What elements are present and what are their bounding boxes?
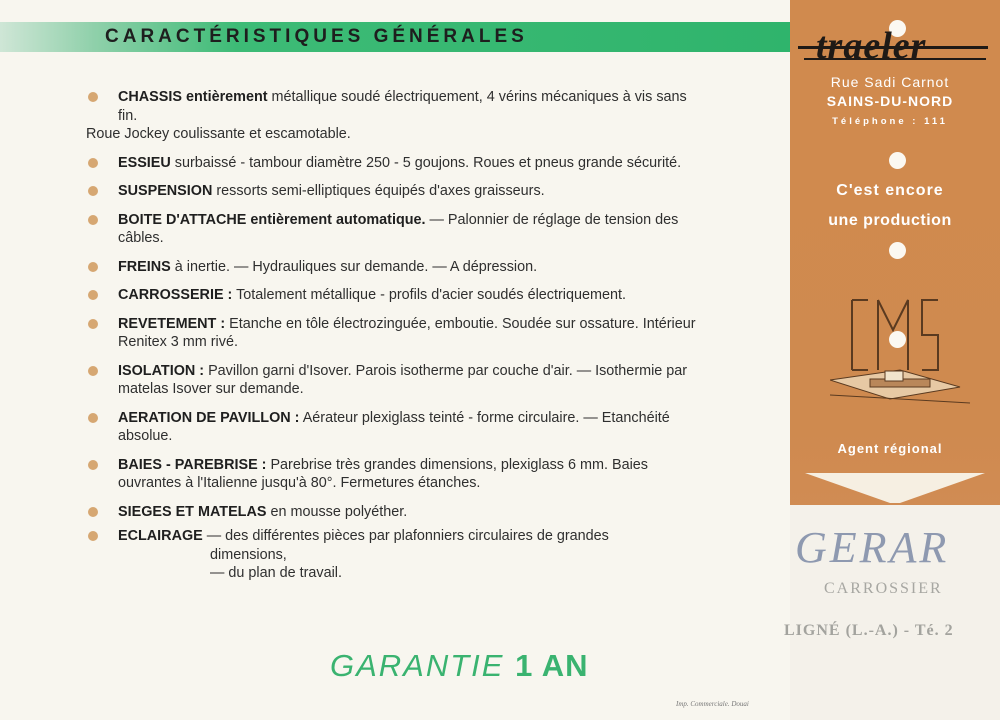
cms-logo-illustration bbox=[830, 275, 980, 425]
item-heading: SUSPENSION bbox=[118, 183, 213, 199]
dealer-stamp-name: GERAR bbox=[795, 523, 950, 572]
item-heading: ECLAIRAGE bbox=[118, 528, 203, 544]
bullet-dot bbox=[88, 186, 98, 196]
guarantee-word: GARANTIE bbox=[330, 648, 505, 683]
page-title: CARACTÉRISTIQUES GÉNÉRALES bbox=[105, 26, 528, 47]
item-text: — du plan de travail. bbox=[210, 565, 342, 581]
item-heading: CARROSSERIE : bbox=[118, 287, 233, 303]
item-heading: CHASSIS bbox=[118, 89, 182, 105]
list-item-essieu bbox=[86, 154, 696, 173]
list-item-boite-attache bbox=[86, 211, 696, 248]
list-item-revetement bbox=[86, 315, 696, 352]
brand-logo bbox=[798, 24, 990, 66]
printer-credit: Imp. Commerciale. Douai bbox=[676, 700, 749, 708]
list-item-freins bbox=[86, 258, 696, 277]
item-heading: AERATION DE PAVILLON : bbox=[118, 409, 300, 426]
bullet-dot bbox=[88, 215, 98, 225]
item-text: à inertie. — Hydrauliques sur demande. — A dépression. bbox=[170, 258, 538, 275]
item-text: ressorts semi-elliptiques équipés d'axes graisseurs. bbox=[212, 183, 545, 199]
item-heading: REVETEMENT : bbox=[118, 315, 226, 332]
dealer-stamp-trade: CARROSSIER bbox=[824, 580, 943, 597]
list-item-eclairage bbox=[86, 527, 696, 583]
item-text: Etanche en tôle électrozinguée, emboutie. Soudée sur ossature. Intérieur Renitex 3 mm rivé. bbox=[118, 315, 696, 350]
item-heading: FREINS bbox=[118, 258, 171, 275]
dealer-stamp-place: LIGNÉ (L.-A.) - Té. 2 bbox=[784, 622, 954, 639]
item-text: Aérateur plexiglass teinté - forme circulaire. — Etanchéité absolue. bbox=[118, 409, 670, 444]
regional-agent-label: Agent régional bbox=[837, 441, 943, 456]
characteristics-list bbox=[86, 88, 696, 583]
list-item-baies bbox=[86, 456, 696, 493]
bullet-dot bbox=[88, 413, 98, 423]
list-item-carrosserie bbox=[86, 286, 696, 305]
perforation-hole bbox=[889, 152, 906, 169]
production-line-1: C'est encore bbox=[836, 182, 944, 199]
list-item-isolation bbox=[86, 362, 696, 399]
bullet-dot bbox=[88, 366, 98, 376]
bullet-dot bbox=[88, 290, 98, 300]
item-heading: ESSIEU bbox=[118, 154, 171, 171]
item-bold-text: entièrement bbox=[185, 89, 268, 105]
item-text: surbaissé - tambour diamètre 250 - 5 goujons. Roues et pneus grande sécurité. bbox=[170, 154, 682, 171]
bullet-dot bbox=[88, 319, 98, 329]
sidebar-panel bbox=[790, 0, 1000, 720]
item-text: en mousse polyéther. bbox=[266, 503, 408, 520]
address-city: SAINS-DU-NORD bbox=[826, 93, 954, 109]
list-item-aeration bbox=[86, 409, 696, 446]
address-phone: Téléphone : 111 bbox=[832, 116, 948, 127]
item-heading: BAIES - PAREBRISE : bbox=[118, 456, 267, 473]
guarantee-value: 1 AN bbox=[515, 648, 589, 683]
list-item-chassis bbox=[86, 88, 696, 144]
item-text: Parebrise très grandes dimensions, plexiglass 6 mm. Baies ouvrantes à l'Italienne jusqu'à 80°. Fermetures étanches. bbox=[118, 456, 648, 491]
item-heading: SIEGES ET MATELAS bbox=[118, 503, 267, 520]
item-text: Pavillon garni d'Isover. Parois isotherme par couche d'air. — Isothermie par matelas Isover sur demande. bbox=[118, 362, 688, 397]
list-item-sieges bbox=[86, 503, 696, 522]
production-line-2: une production bbox=[828, 212, 952, 229]
bullet-dot bbox=[88, 158, 98, 168]
item-text: — Palonnier de réglage de tension des câbles. bbox=[118, 211, 679, 246]
brand-logo-text: traeler bbox=[816, 25, 927, 67]
perforation-hole bbox=[889, 242, 906, 259]
item-bold-text: entièrement automatique. bbox=[250, 211, 426, 228]
bullet-dot bbox=[88, 507, 98, 517]
item-heading: BOITE D'ATTACHE bbox=[118, 211, 247, 228]
item-text: Totalement métallique - profils d'acier soudés électriquement. bbox=[232, 287, 626, 303]
bullet-dot bbox=[88, 262, 98, 272]
item-heading: ISOLATION : bbox=[118, 362, 205, 379]
bullet-dot bbox=[88, 460, 98, 470]
bullet-dot bbox=[88, 531, 98, 541]
item-continuation: Roue Jockey coulissante et escamotable. bbox=[86, 126, 351, 142]
item-text: métallique soudé électriquement, 4 vérins mécaniques à vis sans fin. bbox=[118, 89, 687, 124]
guarantee-banner bbox=[330, 648, 589, 684]
list-item-suspension bbox=[86, 182, 696, 201]
bullet-dot bbox=[88, 92, 98, 102]
item-text: dimensions, bbox=[210, 546, 287, 563]
item-text: — des différentes pièces par plafonniers circulaires de grandes bbox=[206, 528, 609, 544]
down-arrow-icon bbox=[805, 473, 985, 505]
address-street: Rue Sadi Carnot bbox=[830, 74, 950, 90]
